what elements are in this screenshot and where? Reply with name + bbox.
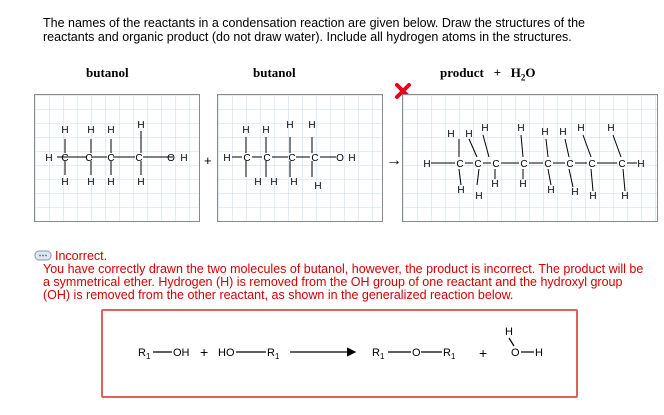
atom-h: H: [621, 191, 629, 202]
atom-h: H: [107, 177, 115, 188]
atom-h: H: [242, 125, 250, 136]
atom-o: O: [336, 153, 344, 164]
atom-c: C: [618, 159, 626, 170]
atom-h: H: [262, 125, 270, 136]
atom-h: H: [577, 123, 585, 134]
r1-left: $R_1$: [138, 347, 151, 361]
reaction-arrow-icon: →: [386, 152, 402, 169]
atom-c: C: [520, 159, 528, 170]
product-plus: +: [493, 65, 501, 80]
product-r1-left: $R_1$: [372, 347, 385, 361]
atom-h: H: [348, 153, 356, 164]
atom-h: H: [457, 185, 465, 196]
atom-h: H: [87, 125, 95, 136]
reaction-plus-1: +: [200, 344, 209, 360]
oh-group: OH: [173, 347, 190, 359]
ether-o: O: [412, 347, 421, 359]
r1-right: $R_1$: [267, 347, 280, 361]
atom-c: C: [588, 159, 596, 170]
atom-c: C: [311, 153, 319, 164]
atom-h: H: [571, 187, 579, 198]
atom-h: H: [491, 179, 499, 190]
feedback-line-3: (OH) is removed from the other reactant, as shown in the generalized reaction below.: [43, 288, 514, 302]
atom-h: H: [137, 177, 145, 188]
atom-o: O: [167, 153, 175, 164]
product-drawing-canvas[interactable]: [402, 94, 658, 222]
reactant2-structure: [218, 95, 382, 221]
reactant2-drawing-canvas[interactable]: [217, 94, 383, 222]
atom-h: H: [447, 129, 455, 140]
product-label: product: [440, 65, 484, 80]
question-line-1: The names of the reactants in a condensation reaction are given below. Draw the structures of the: [43, 16, 585, 30]
reactant2-header: butanol: [253, 65, 296, 80]
reaction-plus-2: +: [479, 345, 488, 361]
water-h-top: H: [505, 326, 513, 338]
plus-sign: +: [204, 153, 212, 168]
water-h-right: H: [535, 347, 543, 359]
feedback-panel: [43, 250, 655, 302]
atom-h: H: [517, 123, 525, 134]
atom-c: C: [243, 153, 251, 164]
ho-group: HO: [218, 347, 235, 359]
water-formula: $H_2O$: [510, 65, 536, 83]
question-line-2: reactants and organic product (do not draw water). Include all hydrogen atoms in the structures.: [43, 30, 572, 44]
atom-h: H: [61, 177, 69, 188]
atom-h: H: [180, 153, 188, 164]
atom-h: H: [637, 159, 645, 170]
atom-h: H: [107, 125, 115, 136]
atom-h: H: [475, 191, 483, 202]
atom-h: H: [465, 129, 473, 140]
product-r1-right: $R_1$: [443, 347, 456, 361]
atom-h: H: [519, 179, 527, 190]
atom-c: C: [474, 159, 482, 170]
atom-c: C: [544, 159, 552, 170]
product-header: [440, 65, 536, 83]
product-structure: [403, 95, 657, 221]
atom-c: C: [492, 159, 500, 170]
atom-h: H: [45, 153, 53, 164]
atom-c: C: [61, 153, 69, 164]
atom-c: C: [135, 153, 143, 164]
atom-h: H: [308, 120, 316, 131]
atom-c: C: [566, 159, 574, 170]
atom-c: C: [456, 159, 464, 170]
atom-h: H: [541, 127, 549, 138]
reactant1-structure: [35, 95, 199, 221]
atom-c: C: [107, 153, 115, 164]
atom-h: H: [223, 153, 231, 164]
reactant1-header: butanol: [86, 65, 129, 80]
generalized-reaction: [103, 311, 576, 396]
atom-h: H: [547, 185, 555, 196]
atom-c: C: [263, 153, 271, 164]
generalized-reaction-box: [101, 309, 578, 398]
atom-h: H: [423, 159, 431, 170]
atom-h: H: [559, 127, 567, 138]
atom-h: H: [481, 123, 489, 134]
feedback-line-1: You have correctly drawn the two molecules of butanol, however, the product is incorrect. The product will be: [43, 262, 644, 276]
atom-h: H: [254, 177, 262, 188]
atom-h: H: [270, 177, 278, 188]
feedback-line-2: a symmetrical ether. Hydrogen (H) is removed from the OH group of one reactant and the hydroxyl group: [43, 275, 623, 289]
question-text: [43, 16, 643, 44]
atom-h: H: [87, 177, 95, 188]
atom-h: H: [290, 177, 298, 188]
atom-h: H: [607, 123, 615, 134]
atom-c: C: [288, 153, 296, 164]
feedback-title: Incorrect.: [55, 249, 108, 263]
reactant1-drawing-canvas[interactable]: [34, 94, 200, 222]
atom-h: H: [589, 191, 597, 202]
atom-h: H: [286, 120, 294, 131]
atom-h: H: [137, 120, 145, 131]
atom-c: C: [85, 153, 93, 164]
atom-h: H: [61, 125, 69, 136]
atom-h: H: [314, 181, 322, 192]
water-o: O: [511, 347, 520, 359]
